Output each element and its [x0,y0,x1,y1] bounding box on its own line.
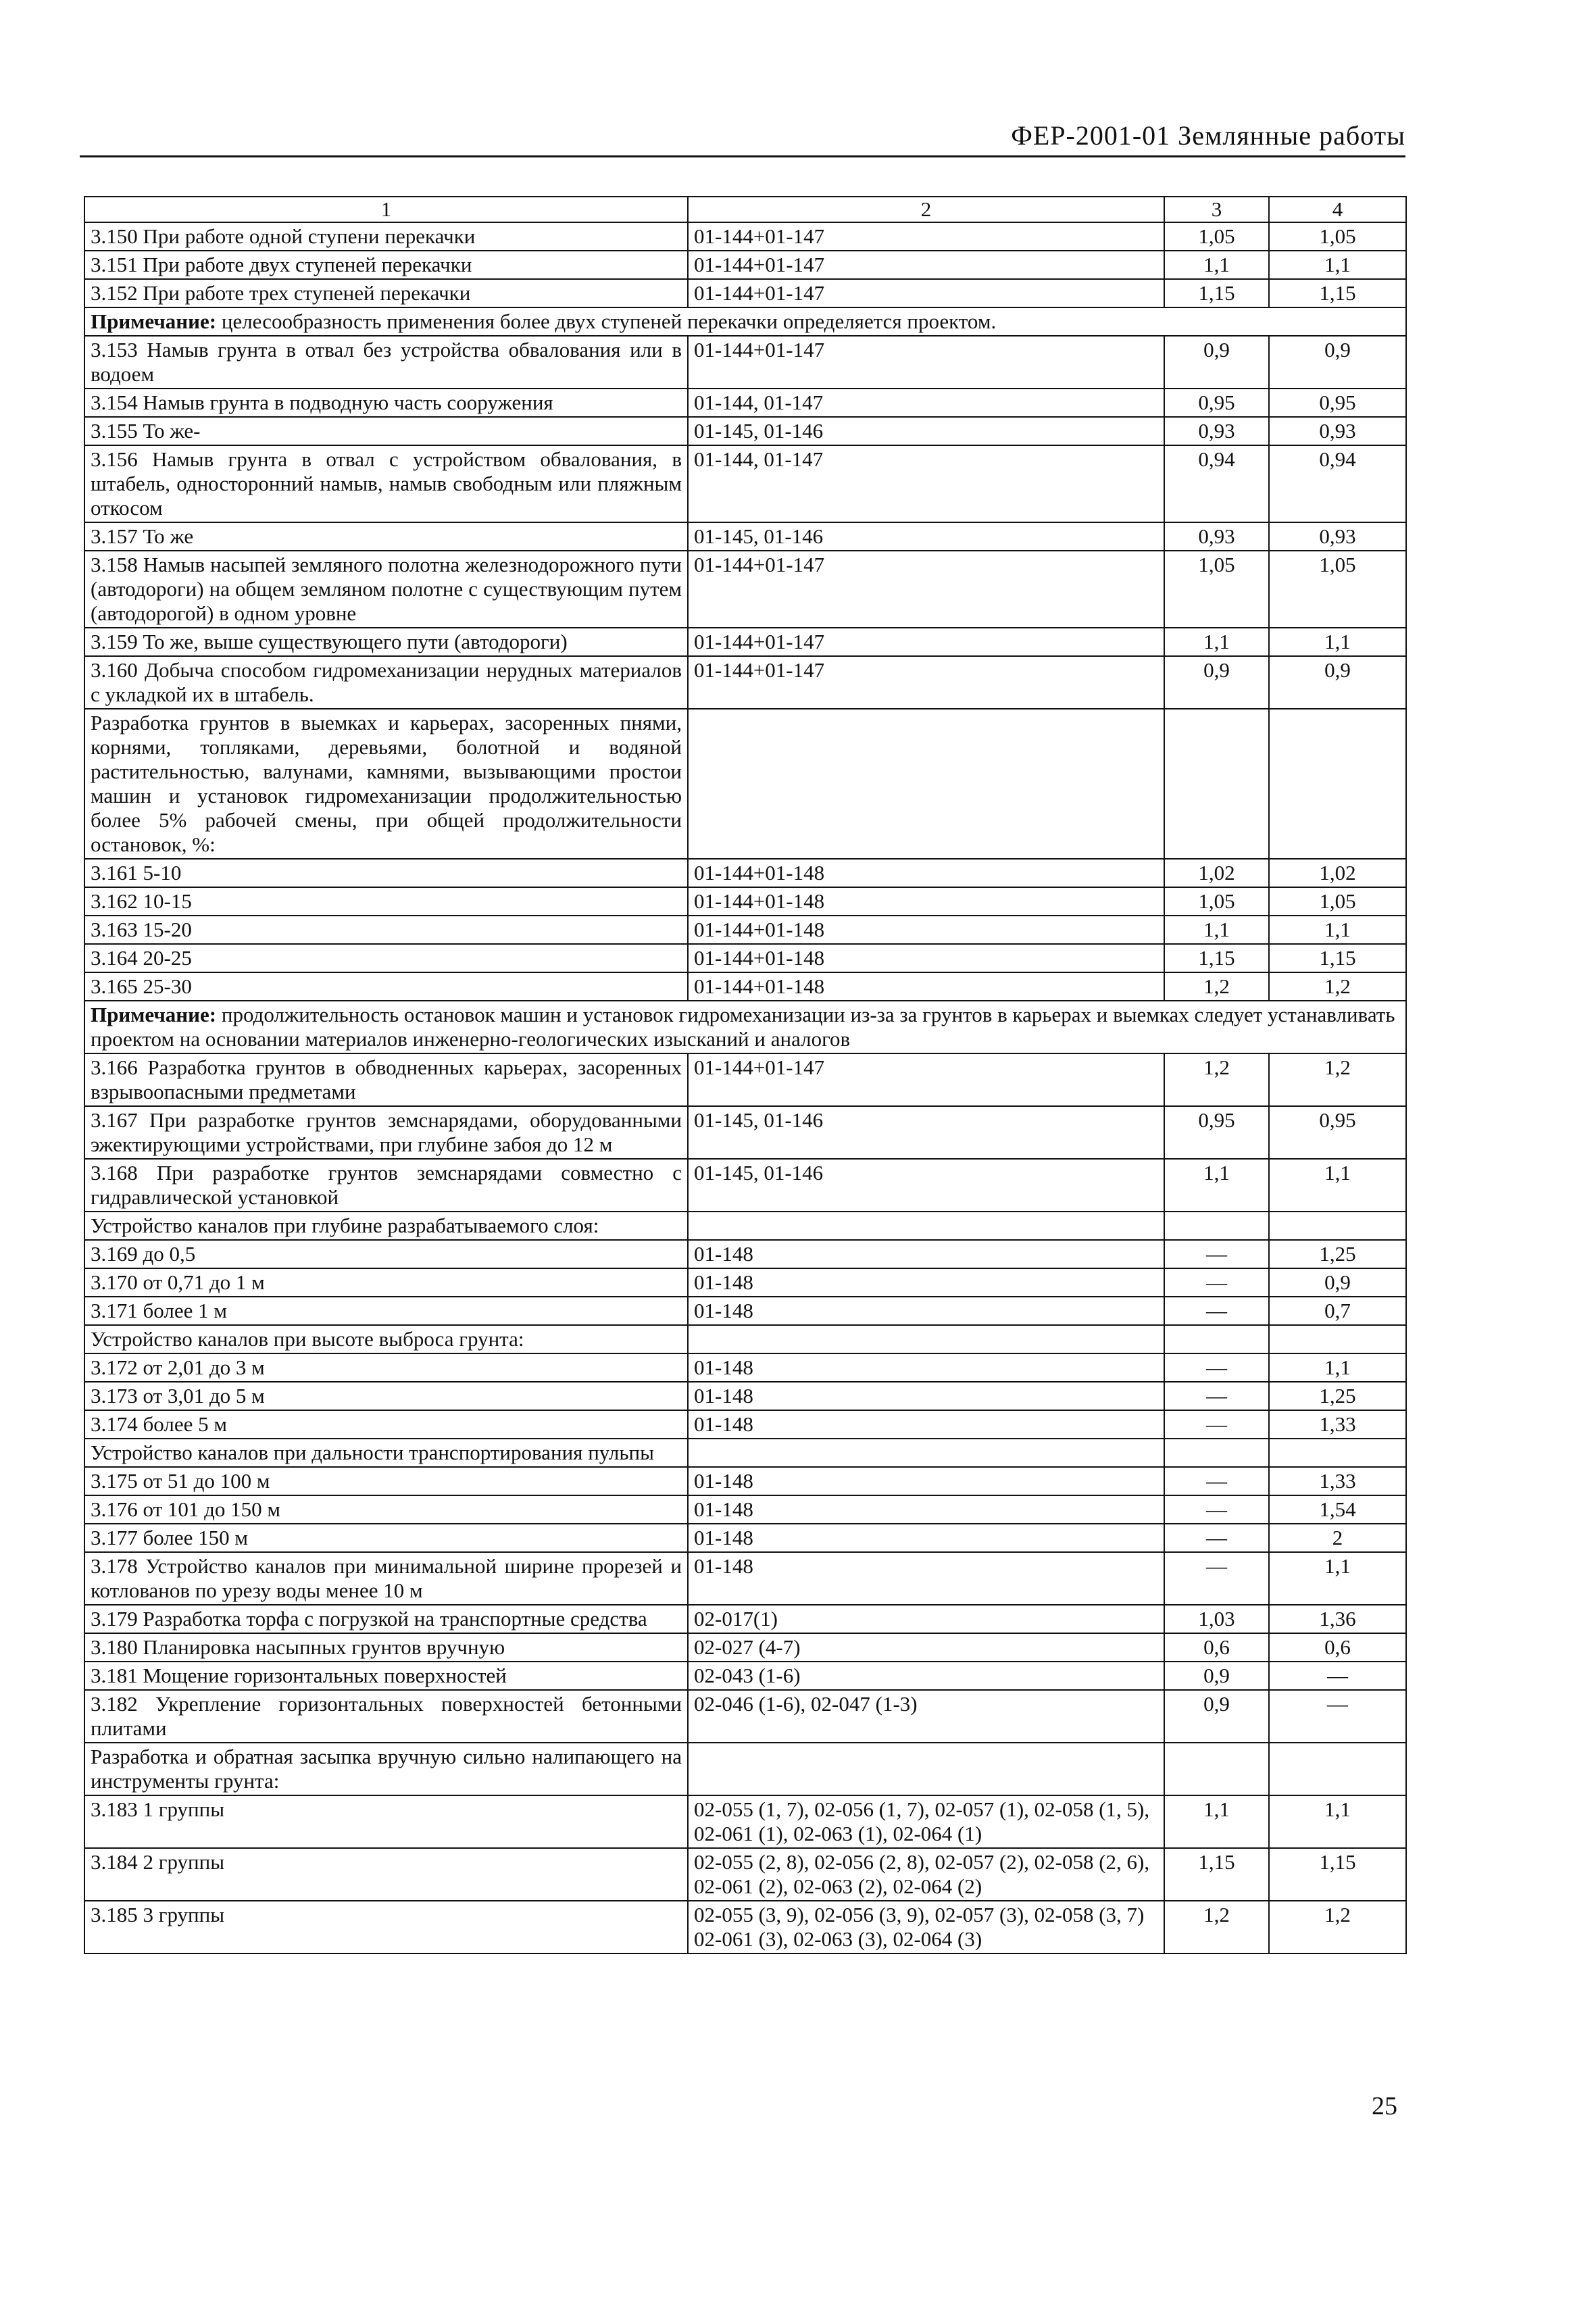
table-reference-cell: 01-144, 01-147 [688,445,1164,522]
coefficient-cell-4: 1,1 [1269,916,1406,944]
work-description-cell: Устройство каналов при дальности транспортирования пульпы [84,1439,688,1467]
table-reference-cell: 01-148 [688,1410,1164,1439]
coefficient-cell-4: 1,25 [1269,1240,1406,1268]
coefficient-cell-3: — [1164,1382,1269,1410]
coefficient-cell-3: 0,93 [1164,522,1269,551]
coefficient-cell-3: 1,03 [1164,1605,1269,1633]
table-reference-cell [688,709,1164,859]
table-row [84,1439,1406,1467]
coefficient-cell-3: 1,1 [1164,1159,1269,1212]
coefficient-cell-4 [1269,709,1406,859]
work-description-cell: 3.175 от 51 до 100 м [84,1467,688,1495]
coefficient-cell-4: 1,33 [1269,1410,1406,1439]
table-row [84,251,1406,279]
work-description-cell: 3.180 Планировка насыпных грунтов вручную [84,1633,688,1662]
table-reference-cell: 01-144+01-147 [688,336,1164,389]
table-row [84,1524,1406,1552]
table-row [84,1410,1406,1439]
coefficient-cell-3: — [1164,1495,1269,1524]
table-row [84,1552,1406,1605]
coefficient-cell-4: 1,2 [1269,1053,1406,1106]
coefficient-cell-3: 1,2 [1164,1053,1269,1106]
table-reference-cell: 01-144+01-147 [688,279,1164,307]
table-row [84,1633,1406,1662]
work-description-cell: 3.176 от 101 до 150 м [84,1495,688,1524]
note-row [84,307,1406,336]
table-row [84,1382,1406,1410]
coefficient-cell-4: 1,02 [1269,859,1406,887]
coefficient-cell-3 [1164,1212,1269,1240]
coefficient-cell-4: 1,2 [1269,972,1406,1001]
table-row [84,916,1406,944]
coefficient-cell-4: 0,6 [1269,1633,1406,1662]
coefficient-cell-3: 1,1 [1164,628,1269,656]
table-reference-cell: 01-144+01-147 [688,251,1164,279]
coefficient-cell-4: 1,36 [1269,1605,1406,1633]
coefficient-cell-3: — [1164,1467,1269,1495]
work-description-cell: 3.158 Намыв насыпей земляного полотна железнодорожного пути (автодороги) на общем земляном полотне с существующим путем (автодорогой) в одном уровне [84,551,688,628]
table-reference-cell [688,1212,1164,1240]
coefficient-cell-3 [1164,1325,1269,1353]
work-description-cell: 3.171 более 1 м [84,1297,688,1325]
table-row [84,709,1406,859]
coefficient-cell-3: — [1164,1297,1269,1325]
coefficient-cell-3: 1,1 [1164,916,1269,944]
coefficient-cell-4: 1,54 [1269,1495,1406,1524]
coefficient-cell-4: 1,1 [1269,628,1406,656]
table-reference-cell [688,1325,1164,1353]
coefficient-cell-3: 0,95 [1164,389,1269,417]
coefficient-cell-3 [1164,709,1269,859]
table-row [84,1690,1406,1743]
work-description-cell: 3.170 от 0,71 до 1 м [84,1268,688,1297]
coefficient-cell-3: 1,2 [1164,1901,1269,1953]
table-row [84,1495,1406,1524]
table-reference-cell: 01-148 [688,1297,1164,1325]
coefficient-cell-4 [1269,1212,1406,1240]
coefficient-cell-3: 0,9 [1164,336,1269,389]
table-row [84,389,1406,417]
table-row [84,1848,1406,1901]
table-reference-cell: 01-148 [688,1524,1164,1552]
coefficient-cell-3: 1,15 [1164,279,1269,307]
coefficient-cell-3: 1,05 [1164,551,1269,628]
coefficient-cell-3: 0,93 [1164,417,1269,445]
table-row [84,628,1406,656]
table-reference-cell: 02-055 (2, 8), 02-056 (2, 8), 02-057 (2), 02-058 (2, 6), 02-061 (2), 02-063 (2), 02-064 (2) [688,1848,1164,1901]
table-reference-cell [688,1743,1164,1795]
coefficient-cell-4: 1,15 [1269,279,1406,307]
table-row [84,1605,1406,1633]
work-description-cell: 3.162 10-15 [84,887,688,916]
coefficient-cell-3: — [1164,1353,1269,1382]
table-row [84,1662,1406,1690]
work-description-cell: 3.160 Добыча способом гидромеханизации нерудных материалов с укладкой их в штабель. [84,656,688,709]
work-description-cell: 3.178 Устройство каналов при минимальной ширине прорезей и котлованов по урезу воды менее 10 м [84,1552,688,1605]
coefficient-cell-4: 1,33 [1269,1467,1406,1495]
table-reference-cell: 01-145, 01-146 [688,1159,1164,1212]
coefficient-cell-3: 1,2 [1164,972,1269,1001]
table-row [84,1353,1406,1382]
work-description-cell: Разработка и обратная засыпка вручную сильно налипающего на инструменты грунта: [84,1743,688,1795]
table-body [84,197,1406,1953]
work-description-cell: 3.164 20-25 [84,944,688,972]
table-row [84,1268,1406,1297]
note-text: целесообразность применения более двух ступеней перекачки определяется проектом. [216,309,997,333]
table-row [84,222,1406,251]
coefficient-cell-4: — [1269,1662,1406,1690]
coefficient-cell-3: 1,15 [1164,944,1269,972]
coefficient-cell-3: 1,05 [1164,887,1269,916]
coefficient-cell-4: 1,05 [1269,887,1406,916]
coefficient-cell-4: 2 [1269,1524,1406,1552]
coefficient-cell-4: 0,9 [1269,656,1406,709]
work-description-cell: 3.165 25-30 [84,972,688,1001]
coefficient-cell-3 [1164,1439,1269,1467]
table-reference-cell: 01-144+01-147 [688,1053,1164,1106]
coefficient-cell-3 [1164,1743,1269,1795]
work-description-cell: 3.181 Мощение горизонтальных поверхностей [84,1662,688,1690]
table-row [84,417,1406,445]
table-row [84,1325,1406,1353]
coefficient-cell-4 [1269,1439,1406,1467]
coefficient-cell-3: 1,05 [1164,222,1269,251]
note-label: Примечание: [91,1003,217,1026]
table-reference-cell: 02-027 (4-7) [688,1633,1164,1662]
coefficient-cell-4: 1,05 [1269,222,1406,251]
table-reference-cell [688,1439,1164,1467]
coefficient-cell-3: 0,9 [1164,1662,1269,1690]
coefficient-cell-3: 0,9 [1164,656,1269,709]
page-title: ФЕР-2001-01 Землянные работы [1011,120,1405,151]
work-description-cell: Устройство каналов при глубине разрабатываемого слоя: [84,1212,688,1240]
work-description-cell: 3.183 1 группы [84,1795,688,1848]
work-description-cell: 3.172 от 2,01 до 3 м [84,1353,688,1382]
work-description-cell: 3.185 3 группы [84,1901,688,1953]
table-row [84,1743,1406,1795]
table-reference-cell: 01-145, 01-146 [688,522,1164,551]
coefficient-cell-4: 0,95 [1269,389,1406,417]
note-label: Примечание: [91,309,217,333]
table-row [84,522,1406,551]
coefficient-cell-4: 1,15 [1269,944,1406,972]
coefficient-cell-4 [1269,1743,1406,1795]
table-reference-cell: 01-145, 01-146 [688,1106,1164,1159]
work-description-cell: 3.163 15-20 [84,916,688,944]
table-reference-cell: 01-144+01-148 [688,916,1164,944]
coefficient-cell-4: 1,1 [1269,1552,1406,1605]
table-reference-cell: 02-055 (3, 9), 02-056 (3, 9), 02-057 (3), 02-058 (3, 7) 02-061 (3), 02-063 (3), 02-064 (3) [688,1901,1164,1953]
column-number: 4 [1269,197,1406,222]
work-description-cell: 3.168 При разработке грунтов земснарядами совместно с гидравлической установкой [84,1159,688,1212]
work-description-cell: 3.151 При работе двух ступеней перекачки [84,251,688,279]
work-description-cell: 3.154 Намыв грунта в подводную часть сооружения [84,389,688,417]
coefficient-cell-3: 1,02 [1164,859,1269,887]
work-description-cell: 3.156 Намыв грунта в отвал с устройством обвалования, в штабель, односторонний намыв, намыв свободным или пляжным откосом [84,445,688,522]
coefficient-cell-3: 1,1 [1164,251,1269,279]
table-reference-cell: 02-017(1) [688,1605,1164,1633]
coefficient-cell-3: 0,94 [1164,445,1269,522]
work-description-cell: 3.174 более 5 м [84,1410,688,1439]
coefficient-cell-4: 1,1 [1269,251,1406,279]
table-row [84,887,1406,916]
coefficient-cell-3: 1,1 [1164,1795,1269,1848]
table-reference-cell: 02-046 (1-6), 02-047 (1-3) [688,1690,1164,1743]
table-row [84,656,1406,709]
work-description-cell: Разработка грунтов в выемках и карьерах, засоренных пнями, корнями, топляками, деревьями, болотной и водяной растительностью, валунами, камнями, вызывающими простои машин и установок гидромеханизации продолжительностью более 5% рабочей смены, при общей продолжительности остановок, %: [84,709,688,859]
work-description-cell: 3.155 То же- [84,417,688,445]
work-description-cell: 3.167 При разработке грунтов земснарядами, оборудованными эжектирующими устройствами, при глубине забоя до 12 м [84,1106,688,1159]
table-row [84,1106,1406,1159]
coefficient-cell-3: 0,6 [1164,1633,1269,1662]
coefficient-cell-4: 1,15 [1269,1848,1406,1901]
coefficient-cell-4: 0,95 [1269,1106,1406,1159]
table-reference-cell: 01-144+01-147 [688,656,1164,709]
table-row [84,972,1406,1001]
table-reference-cell: 01-148 [688,1268,1164,1297]
coefficient-cell-3: 0,95 [1164,1106,1269,1159]
note-text: продолжительность остановок машин и установок гидромеханизации из-за за грунтов в карьерах и выемках следует устанавливать проектом на основании материалов инженерно-геологических изысканий и аналогов [91,1003,1395,1051]
column-number: 1 [84,197,688,222]
coefficient-cell-4: 1,25 [1269,1382,1406,1410]
table-reference-cell: 01-144+01-147 [688,628,1164,656]
table-row [84,1053,1406,1106]
work-description-cell: 3.157 То же [84,522,688,551]
table-reference-cell: 01-148 [688,1552,1164,1605]
coefficient-cell-4: 0,7 [1269,1297,1406,1325]
table-reference-cell: 02-043 (1-6) [688,1662,1164,1690]
coefficient-cell-3: — [1164,1268,1269,1297]
table-reference-cell: 01-145, 01-146 [688,417,1164,445]
coefficient-cell-3: 0,9 [1164,1690,1269,1743]
table-reference-cell: 01-144+01-148 [688,887,1164,916]
coefficient-cell-3: — [1164,1524,1269,1552]
work-description-cell: Устройство каналов при высоте выброса грунта: [84,1325,688,1353]
table-row [84,1297,1406,1325]
coefficient-cell-3: — [1164,1552,1269,1605]
work-description-cell: 3.153 Намыв грунта в отвал без устройства обвалования или в водоем [84,336,688,389]
table-row [84,445,1406,522]
table-reference-cell: 01-144+01-148 [688,944,1164,972]
work-description-cell: 3.152 При работе трех ступеней перекачки [84,279,688,307]
coefficient-cell-4: — [1269,1690,1406,1743]
coefficient-cell-4: 0,93 [1269,522,1406,551]
page-header [80,118,1405,157]
coefficient-cell-4: 0,9 [1269,336,1406,389]
table-row [84,1159,1406,1212]
coefficients-table [84,196,1407,1954]
note-cell [84,307,1406,336]
table-row [84,1240,1406,1268]
table-reference-cell: 01-148 [688,1240,1164,1268]
table-reference-cell: 01-144+01-148 [688,859,1164,887]
coefficient-cell-4: 0,93 [1269,417,1406,445]
note-cell [84,1001,1406,1053]
coefficient-cell-4: 1,1 [1269,1353,1406,1382]
table-reference-cell: 01-148 [688,1467,1164,1495]
work-description-cell: 3.166 Разработка грунтов в обводненных карьерах, засоренных взрывоопасными предметами [84,1053,688,1106]
work-description-cell: 3.150 При работе одной ступени перекачки [84,222,688,251]
coefficient-cell-4: 1,2 [1269,1901,1406,1953]
table-reference-cell: 01-148 [688,1353,1164,1382]
work-description-cell: 3.184 2 группы [84,1848,688,1901]
work-description-cell: 3.177 более 150 м [84,1524,688,1552]
work-description-cell: 3.161 5-10 [84,859,688,887]
table-row [84,551,1406,628]
table-row [84,279,1406,307]
table-row [84,1212,1406,1240]
table-reference-cell: 02-055 (1, 7), 02-056 (1, 7), 02-057 (1), 02-058 (1, 5), 02-061 (1), 02-063 (1), 02-064 (1) [688,1795,1164,1848]
table-row [84,1795,1406,1848]
table-reference-cell: 01-148 [688,1382,1164,1410]
table-reference-cell: 01-148 [688,1495,1164,1524]
table-reference-cell: 01-144, 01-147 [688,389,1164,417]
coefficient-cell-3: — [1164,1240,1269,1268]
page-number: 25 [1372,2092,1397,2120]
table-row [84,1467,1406,1495]
note-row [84,1001,1406,1053]
work-description-cell: 3.179 Разработка торфа с погрузкой на транспортные средства [84,1605,688,1633]
column-number-row [84,197,1406,222]
table-row [84,859,1406,887]
table-reference-cell: 01-144+01-147 [688,222,1164,251]
work-description-cell: 3.169 до 0,5 [84,1240,688,1268]
work-description-cell: 3.182 Укрепление горизонтальных поверхностей бетонными плитами [84,1690,688,1743]
table-reference-cell: 01-144+01-148 [688,972,1164,1001]
table-row [84,944,1406,972]
coefficient-cell-4: 0,9 [1269,1268,1406,1297]
work-description-cell: 3.159 То же, выше существующего пути (автодороги) [84,628,688,656]
table-row [84,336,1406,389]
coefficient-cell-3: 1,15 [1164,1848,1269,1901]
table-row [84,1901,1406,1953]
coefficient-cell-3: — [1164,1410,1269,1439]
coefficient-cell-4 [1269,1325,1406,1353]
coefficient-cell-4: 1,1 [1269,1159,1406,1212]
table-reference-cell: 01-144+01-147 [688,551,1164,628]
column-number: 2 [688,197,1164,222]
coefficient-cell-4: 1,05 [1269,551,1406,628]
coefficient-cell-4: 0,94 [1269,445,1406,522]
coefficient-cell-4: 1,1 [1269,1795,1406,1848]
work-description-cell: 3.173 от 3,01 до 5 м [84,1382,688,1410]
column-number: 3 [1164,197,1269,222]
